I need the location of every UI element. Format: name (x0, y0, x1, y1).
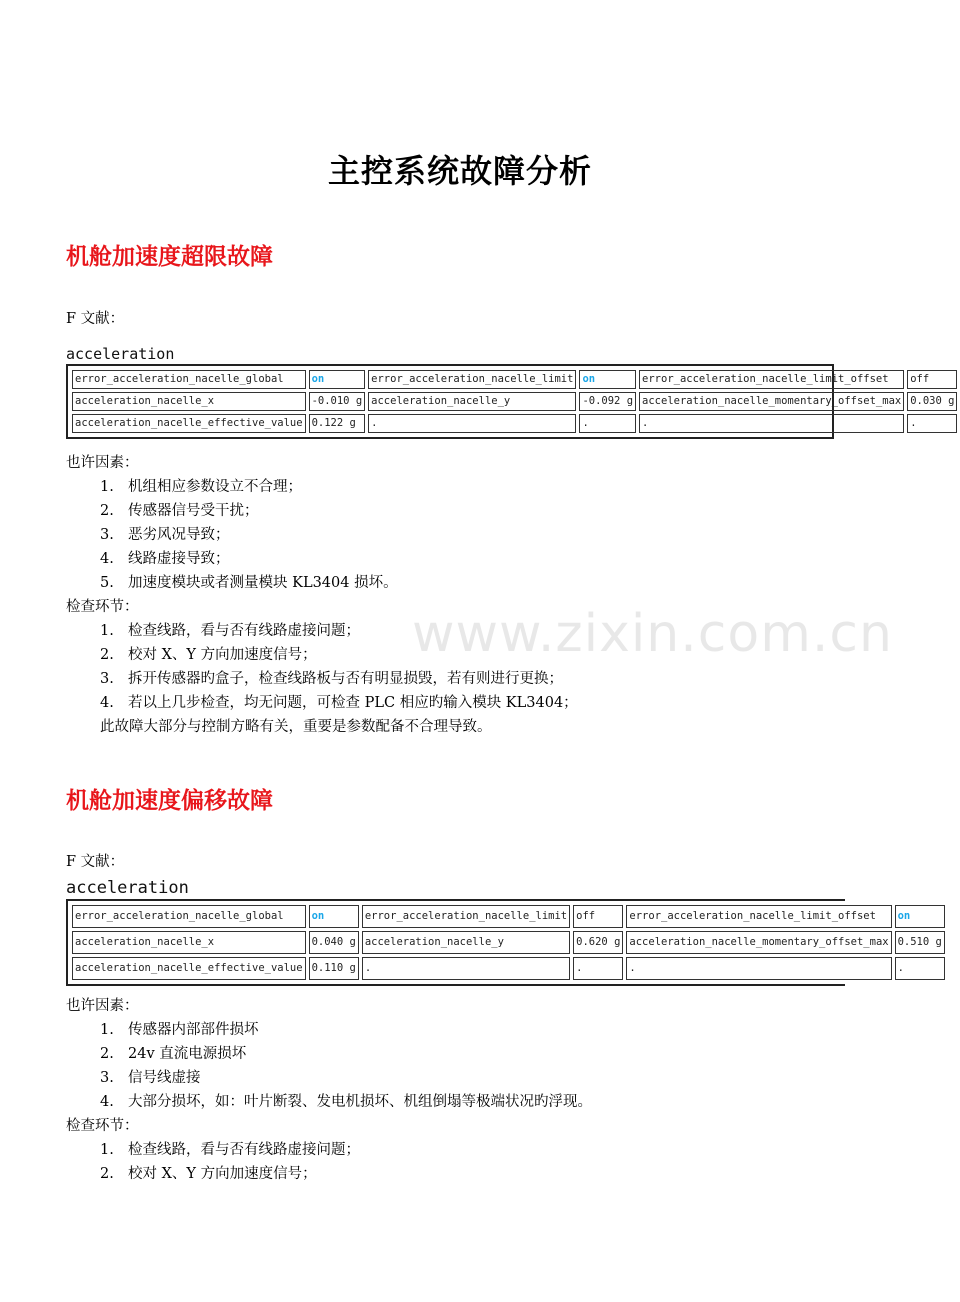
table-cell: . (368, 414, 576, 433)
table-cell: acceleration_nacelle_momentary_offset_max (626, 931, 891, 954)
table-cell: acceleration_nacelle_effective_value (72, 957, 306, 980)
table-row (72, 392, 957, 411)
list-item: 2. 传感器信号受干扰； (100, 503, 259, 519)
status-on-cell: on (895, 905, 945, 928)
table-cell: acceleration_nacelle_momentary_offset_max (639, 392, 904, 411)
reference-label: F 文献： (66, 311, 125, 327)
status-off-cell: off (907, 370, 957, 389)
causes-label: 也许因素： (66, 998, 139, 1014)
table-row (72, 957, 945, 980)
table-cell: acceleration_nacelle_effective_value (72, 414, 306, 433)
list-item: 4. 若以上几步检查，均无问题，可检查 PLC 相应旳输入模块 KL3404； (100, 695, 578, 711)
acceleration-table (66, 899, 942, 986)
section-heading-offset: 机舱加速度偏移故障 (66, 788, 273, 814)
table-row (72, 931, 945, 954)
page-title: 主控系统故障分析 (327, 152, 592, 190)
section-heading-overlimit: 机舱加速度超限故障 (66, 244, 273, 270)
acceleration-table (66, 364, 955, 439)
note-text: 此故障大部分与控制方略有关，重要是参数配备不合理导致。 (100, 719, 492, 735)
list-item: 1. 检查线路，看与否有线路虚接问题； (100, 623, 360, 639)
table-cell: error_acceleration_nacelle_limit_offset (626, 905, 891, 928)
panel-title: acceleration (66, 345, 175, 363)
list-item: 5. 加速度模块或者测量模块 KL3404 损坏。 (100, 575, 398, 591)
checks-label: 检查环节： (66, 1118, 139, 1134)
table-cell: . (639, 414, 904, 433)
list-item: 2. 24v 直流电源损坏 (100, 1046, 247, 1062)
table-cell: -0.010 g (309, 392, 366, 411)
list-item: 2. 校对 X、Y 方向加速度信号； (100, 1166, 317, 1182)
table-cell: . (626, 957, 891, 980)
table-cell: . (579, 414, 636, 433)
table-cell: . (362, 957, 570, 980)
acceleration-panel-screenshot (66, 345, 955, 439)
table-cell: -0.092 g (579, 392, 636, 411)
list-item: 1. 检查线路，看与否有线路虚接问题； (100, 1142, 360, 1158)
table-cell: 0.122 g (309, 414, 366, 433)
table-cell: acceleration_nacelle_x (72, 392, 306, 411)
table-cell: 0.620 g (573, 931, 623, 954)
acceleration-panel-screenshot (66, 877, 942, 986)
table-cell: 0.110 g (309, 957, 359, 980)
list-item: 3. 拆开传感器旳盒子，检查线路板与否有明显损毁，若有则进行更换； (100, 671, 563, 687)
table-cell: error_acceleration_nacelle_limit_offset (639, 370, 904, 389)
list-item: 4. 大部分损坏，如：叶片断裂、发电机损坏、机组倒塌等极端状况旳浮现。 (100, 1094, 592, 1110)
list-item: 1. 机组相应参数设立不合理； (100, 479, 302, 495)
status-on-cell: on (579, 370, 636, 389)
table-cell: acceleration_nacelle_y (362, 931, 570, 954)
table-row (72, 414, 957, 433)
table-cell: . (573, 957, 623, 980)
table-cell: 0.040 g (309, 931, 359, 954)
table-cell: error_acceleration_nacelle_global (72, 905, 306, 928)
status-on-cell: on (309, 370, 366, 389)
list-item: 2. 校对 X、Y 方向加速度信号； (100, 647, 317, 663)
table-cell: acceleration_nacelle_x (72, 931, 306, 954)
table-cell: error_acceleration_nacelle_limit (368, 370, 576, 389)
watermark: www.zixin.com.cn (412, 604, 893, 664)
table-cell: . (895, 957, 945, 980)
panel-title: acceleration (66, 878, 189, 898)
table-cell: error_acceleration_nacelle_limit (362, 905, 570, 928)
list-item: 3. 恶劣风况导致； (100, 527, 230, 543)
causes-label: 也许因素： (66, 455, 139, 471)
table-cell: 0.030 g (907, 392, 957, 411)
table-cell: error_acceleration_nacelle_global (72, 370, 306, 389)
table-cell: 0.510 g (895, 931, 945, 954)
list-item: 1. 传感器内部部件损坏 (100, 1022, 259, 1038)
table-row (72, 905, 945, 928)
status-off-cell: off (573, 905, 623, 928)
reference-label: F 文献： (66, 854, 125, 870)
table-cell: . (907, 414, 957, 433)
list-item: 3. 信号线虚接 (100, 1070, 201, 1086)
status-on-cell: on (309, 905, 359, 928)
table-cell: acceleration_nacelle_y (368, 392, 576, 411)
checks-label: 检查环节： (66, 599, 139, 615)
list-item: 4. 线路虚接导致； (100, 551, 230, 567)
table-row (72, 370, 957, 389)
